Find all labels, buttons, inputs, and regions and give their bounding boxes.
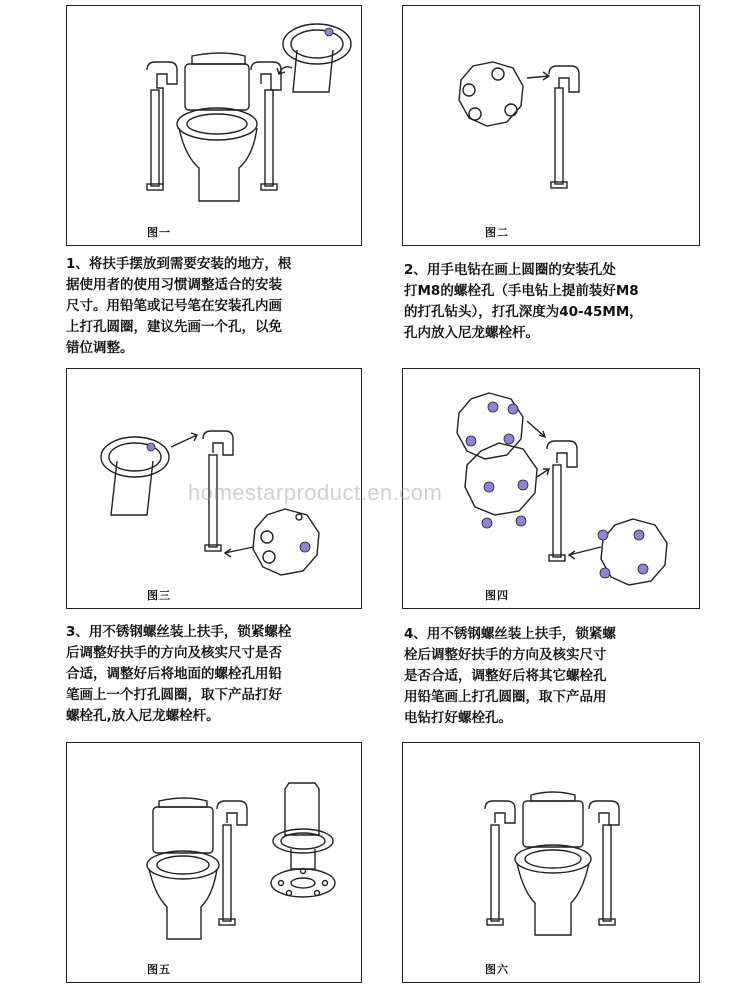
panel-figure-4 — [402, 368, 700, 609]
panel-figure-6 — [402, 742, 700, 983]
toilet-with-rails-illustration — [67, 6, 362, 246]
all-bolt-holes-illustration — [403, 369, 700, 609]
step-2-text: 2、用手电钻在画上圆圈的安装孔处 打M8的螺栓孔（手电钻上提前装好M8 的打孔钻头），打孔深度为40-45MM， 孔内放入尼龙螺栓杆。 — [404, 262, 643, 341]
step-1-text: 1、将扶手摆放到需要安装的地方，根 据使用者的使用习惯调整适合的安装 尺寸。用铅笔或记号笔在安装孔内画 上打孔圆圈，建议先画一个孔，以免 错位调整。 — [66, 256, 292, 356]
watermark: homestarproduct.en.com — [188, 480, 443, 505]
toilet-two-rails-illustration — [403, 743, 700, 983]
figure-caption: 图一 — [147, 226, 171, 239]
panel-figure-2 — [402, 5, 700, 246]
toilet-single-rail-illustration — [67, 743, 362, 983]
figure-caption: 图四 — [485, 589, 509, 602]
step-4-text: 4、用不锈钢螺丝装上扶手，锁紧螺 栓后调整好扶手的方向及核实尺寸 是否合适，调整好后将其它螺栓孔 用铅笔画上打孔圆圈，取下产品用 电钻打好螺栓孔。 — [404, 626, 616, 726]
figure-caption: 图五 — [147, 963, 171, 976]
panel-figure-5 — [66, 742, 362, 983]
drill-circles-illustration — [403, 6, 700, 246]
figure-caption: 图六 — [485, 963, 509, 976]
figure-caption: 图三 — [147, 589, 171, 602]
step-3-text: 3、用不锈钢螺丝装上扶手，锁紧螺栓 后调整好扶手的方向及核实尺寸是否 合适，调整好后将地面的螺栓孔用铅 笔画上一个打孔圆圈，取下产品打好 螺栓孔,放入尼龙螺栓杆。 — [66, 624, 292, 724]
panel-figure-1 — [66, 5, 362, 246]
figure-caption: 图二 — [485, 226, 509, 239]
